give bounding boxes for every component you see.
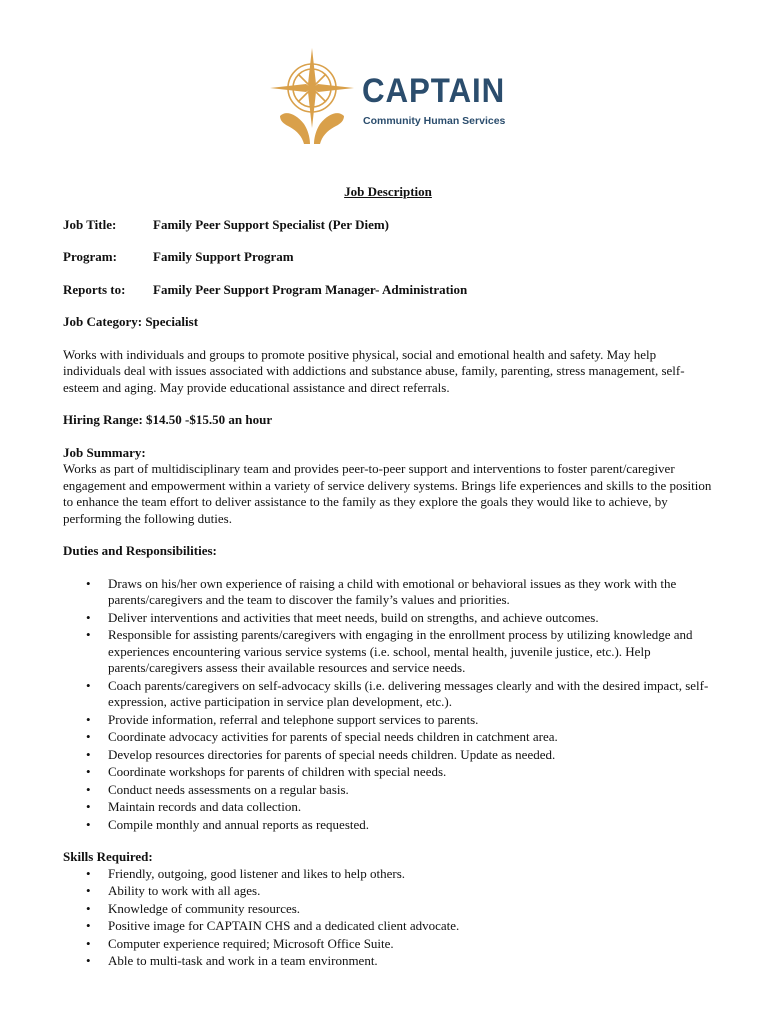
list-item: • Computer experience required; Microsoft Office Suite.	[63, 936, 713, 953]
list-item: • Responsible for assisting parents/caregivers with engaging in the enrollment process by utilizing knowledge and experiences encountering various service systems (i.e. school, mental health, juvenile justice, etc.). Help parents/caregivers assess their available resources and service needs.	[63, 627, 713, 677]
list-item: • Ability to work with all ages.	[63, 883, 713, 900]
list-item: • Positive image for CAPTAIN CHS and a dedicated client advocate.	[63, 918, 713, 935]
list-item: • Coordinate workshops for parents of children with special needs.	[63, 764, 713, 781]
list-item: • Able to multi-task and work in a team environment.	[63, 953, 713, 970]
list-item: • Maintain records and data collection.	[63, 799, 713, 816]
field-label: Job Title:	[63, 216, 117, 232]
duties-list	[63, 576, 713, 834]
field-value: Family Support Program	[153, 249, 294, 264]
compass-hands-icon	[266, 46, 358, 146]
list-item: • Knowledge of community resources.	[63, 901, 713, 918]
category-description: Works with individuals and groups to promote positive physical, social and emotional health and safety. May help individuals deal with issues associated with addictions and substance abuse, family, parenting, stress management, self-esteem and aging. May provide educational assistance and direct referrals.	[63, 346, 685, 395]
skills-list	[63, 866, 713, 970]
job-description-document	[63, 184, 713, 971]
list-item: • Friendly, outgoing, good listener and likes to help others.	[63, 866, 713, 883]
summary-text: Works as part of multidisciplinary team and provides peer-to-peer support and interventions to foster parent/caregiver engagement and empowerment within a variety of service delivery systems. Brings life experiences and skills to the position to enhance the team effort to deliver assistance to the family as they explore the goals they would like to achieve, by performing the following duties.	[63, 461, 712, 526]
logo-wordmark: CAPTAIN	[362, 72, 506, 110]
field-job-title	[63, 217, 713, 234]
document-title: Job Description	[344, 184, 432, 199]
field-label: Reports to:	[63, 281, 126, 297]
list-item: • Conduct needs assessments on a regular basis.	[63, 782, 713, 799]
logo-subtitle: Community Human Services	[363, 115, 506, 127]
field-reports-to	[63, 282, 713, 299]
skills-heading: Skills Required:	[63, 849, 153, 864]
job-summary	[63, 445, 713, 528]
list-item: • Draws on his/her own experience of raising a child with emotional or behavioral issues as they work with the parents/caregivers and the team to discover the family’s values and priorities.	[63, 576, 713, 609]
hiring-range: Hiring Range: $14.50 -$15.50 an hour	[63, 412, 273, 427]
list-item: • Coach parents/caregivers on self-advocacy skills (i.e. delivering messages clearly and with the desired impact, self-expression, active participation in service plan development, etc.).	[63, 678, 713, 711]
field-label: Program:	[63, 249, 117, 264]
list-item: • Compile monthly and annual reports as requested.	[63, 817, 713, 834]
duties-heading: Duties and Responsibilities:	[63, 543, 217, 558]
list-item: • Provide information, referral and telephone support services to parents.	[63, 712, 713, 729]
list-item: • Develop resources directories for parents of special needs children. Update as needed.	[63, 747, 713, 764]
field-value: Family Peer Support Specialist (Per Diem)	[153, 216, 390, 232]
captain-logo	[266, 46, 516, 146]
summary-heading: Job Summary:	[63, 444, 146, 460]
list-item: • Coordinate advocacy activities for parents of special needs children in catchment area.	[63, 729, 713, 746]
job-category: Job Category: Specialist	[63, 314, 199, 329]
field-program	[63, 249, 713, 266]
field-value: Family Peer Support Program Manager- Administration	[153, 281, 468, 297]
list-item: • Deliver interventions and activities that meet needs, build on strengths, and achieve outcomes.	[63, 610, 713, 627]
